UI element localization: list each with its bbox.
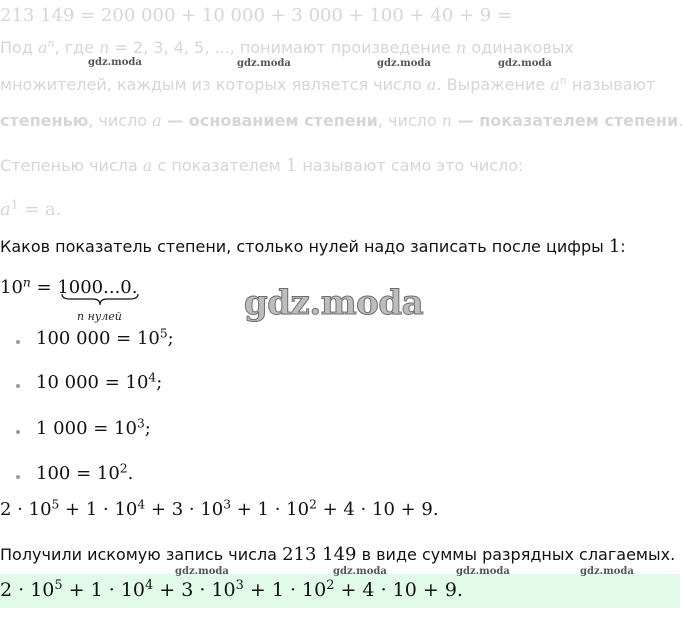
list-item: $100 = 10^2$. (36, 461, 134, 484)
faded-definition-line-2: множителей, каждым из которых является число a. Выражение $a^n$ называют (0, 74, 656, 94)
bullet-icon (16, 475, 20, 479)
watermark-small: gdz.moda (333, 566, 387, 577)
underbrace-label: n нулей (77, 310, 122, 323)
watermark-small: gdz.moda (88, 57, 142, 68)
watermark-small: gdz.moda (456, 566, 510, 577)
conclusion-text: Получили искомую запись числа 213 149 в виде суммы разрядных слагаемых. (0, 544, 676, 565)
list-item: 10 $000 = 10^4$; (36, 370, 163, 393)
bullet-icon (16, 384, 20, 388)
answer-formula: $2 \cdot 10^5 + 1 \cdot 10^4 + 3 \cdot 10^3 + 1 \cdot 10^2 + 4 \cdot 10 + 9$. (0, 577, 463, 601)
watermark-small: gdz.moda (237, 58, 291, 69)
watermark-small: gdz.moda (175, 566, 229, 577)
faded-definition-line-4: Степенью числа a с показателем 1 называют само это число: (0, 155, 524, 176)
question-text: Каков показатель степени, столько нулей надо записать после цифры 1: (0, 236, 626, 257)
faded-formula: $a^1 = a$. (0, 197, 62, 220)
list-item: 100 $000 = 10^5$; (36, 326, 174, 349)
faded-definition-line-1: Под $a^n$, где n = 2, 3, 4, 5, ..., понимают произведение n одинаковых (0, 37, 574, 57)
list-item: 1 $000 = 10^3$; (36, 416, 151, 439)
bullet-icon (16, 340, 20, 344)
watermark-small: gdz.moda (377, 58, 431, 69)
bullet-icon (16, 430, 20, 434)
faded-equation: 213 149 = 200 000 + 10 000 + 3 000 + 100 + 40 + 9 = (0, 5, 513, 26)
watermark-large: gdz.moda (244, 283, 424, 323)
power-of-ten-formula: $10^n = 1000...0$. (0, 275, 138, 298)
faded-definition-line-3: степенью, число a — основанием степени, число n — показателем степени. (0, 111, 683, 130)
watermark-small: gdz.moda (498, 58, 552, 69)
watermark-small: gdz.moda (580, 566, 634, 577)
underbrace (60, 288, 140, 310)
expansion-formula: $2 \cdot 10^5 + 1 \cdot 10^4 + 3 \cdot 10^3 + 1 \cdot 10^2 + 4 \cdot 10 + 9$. (0, 497, 439, 520)
